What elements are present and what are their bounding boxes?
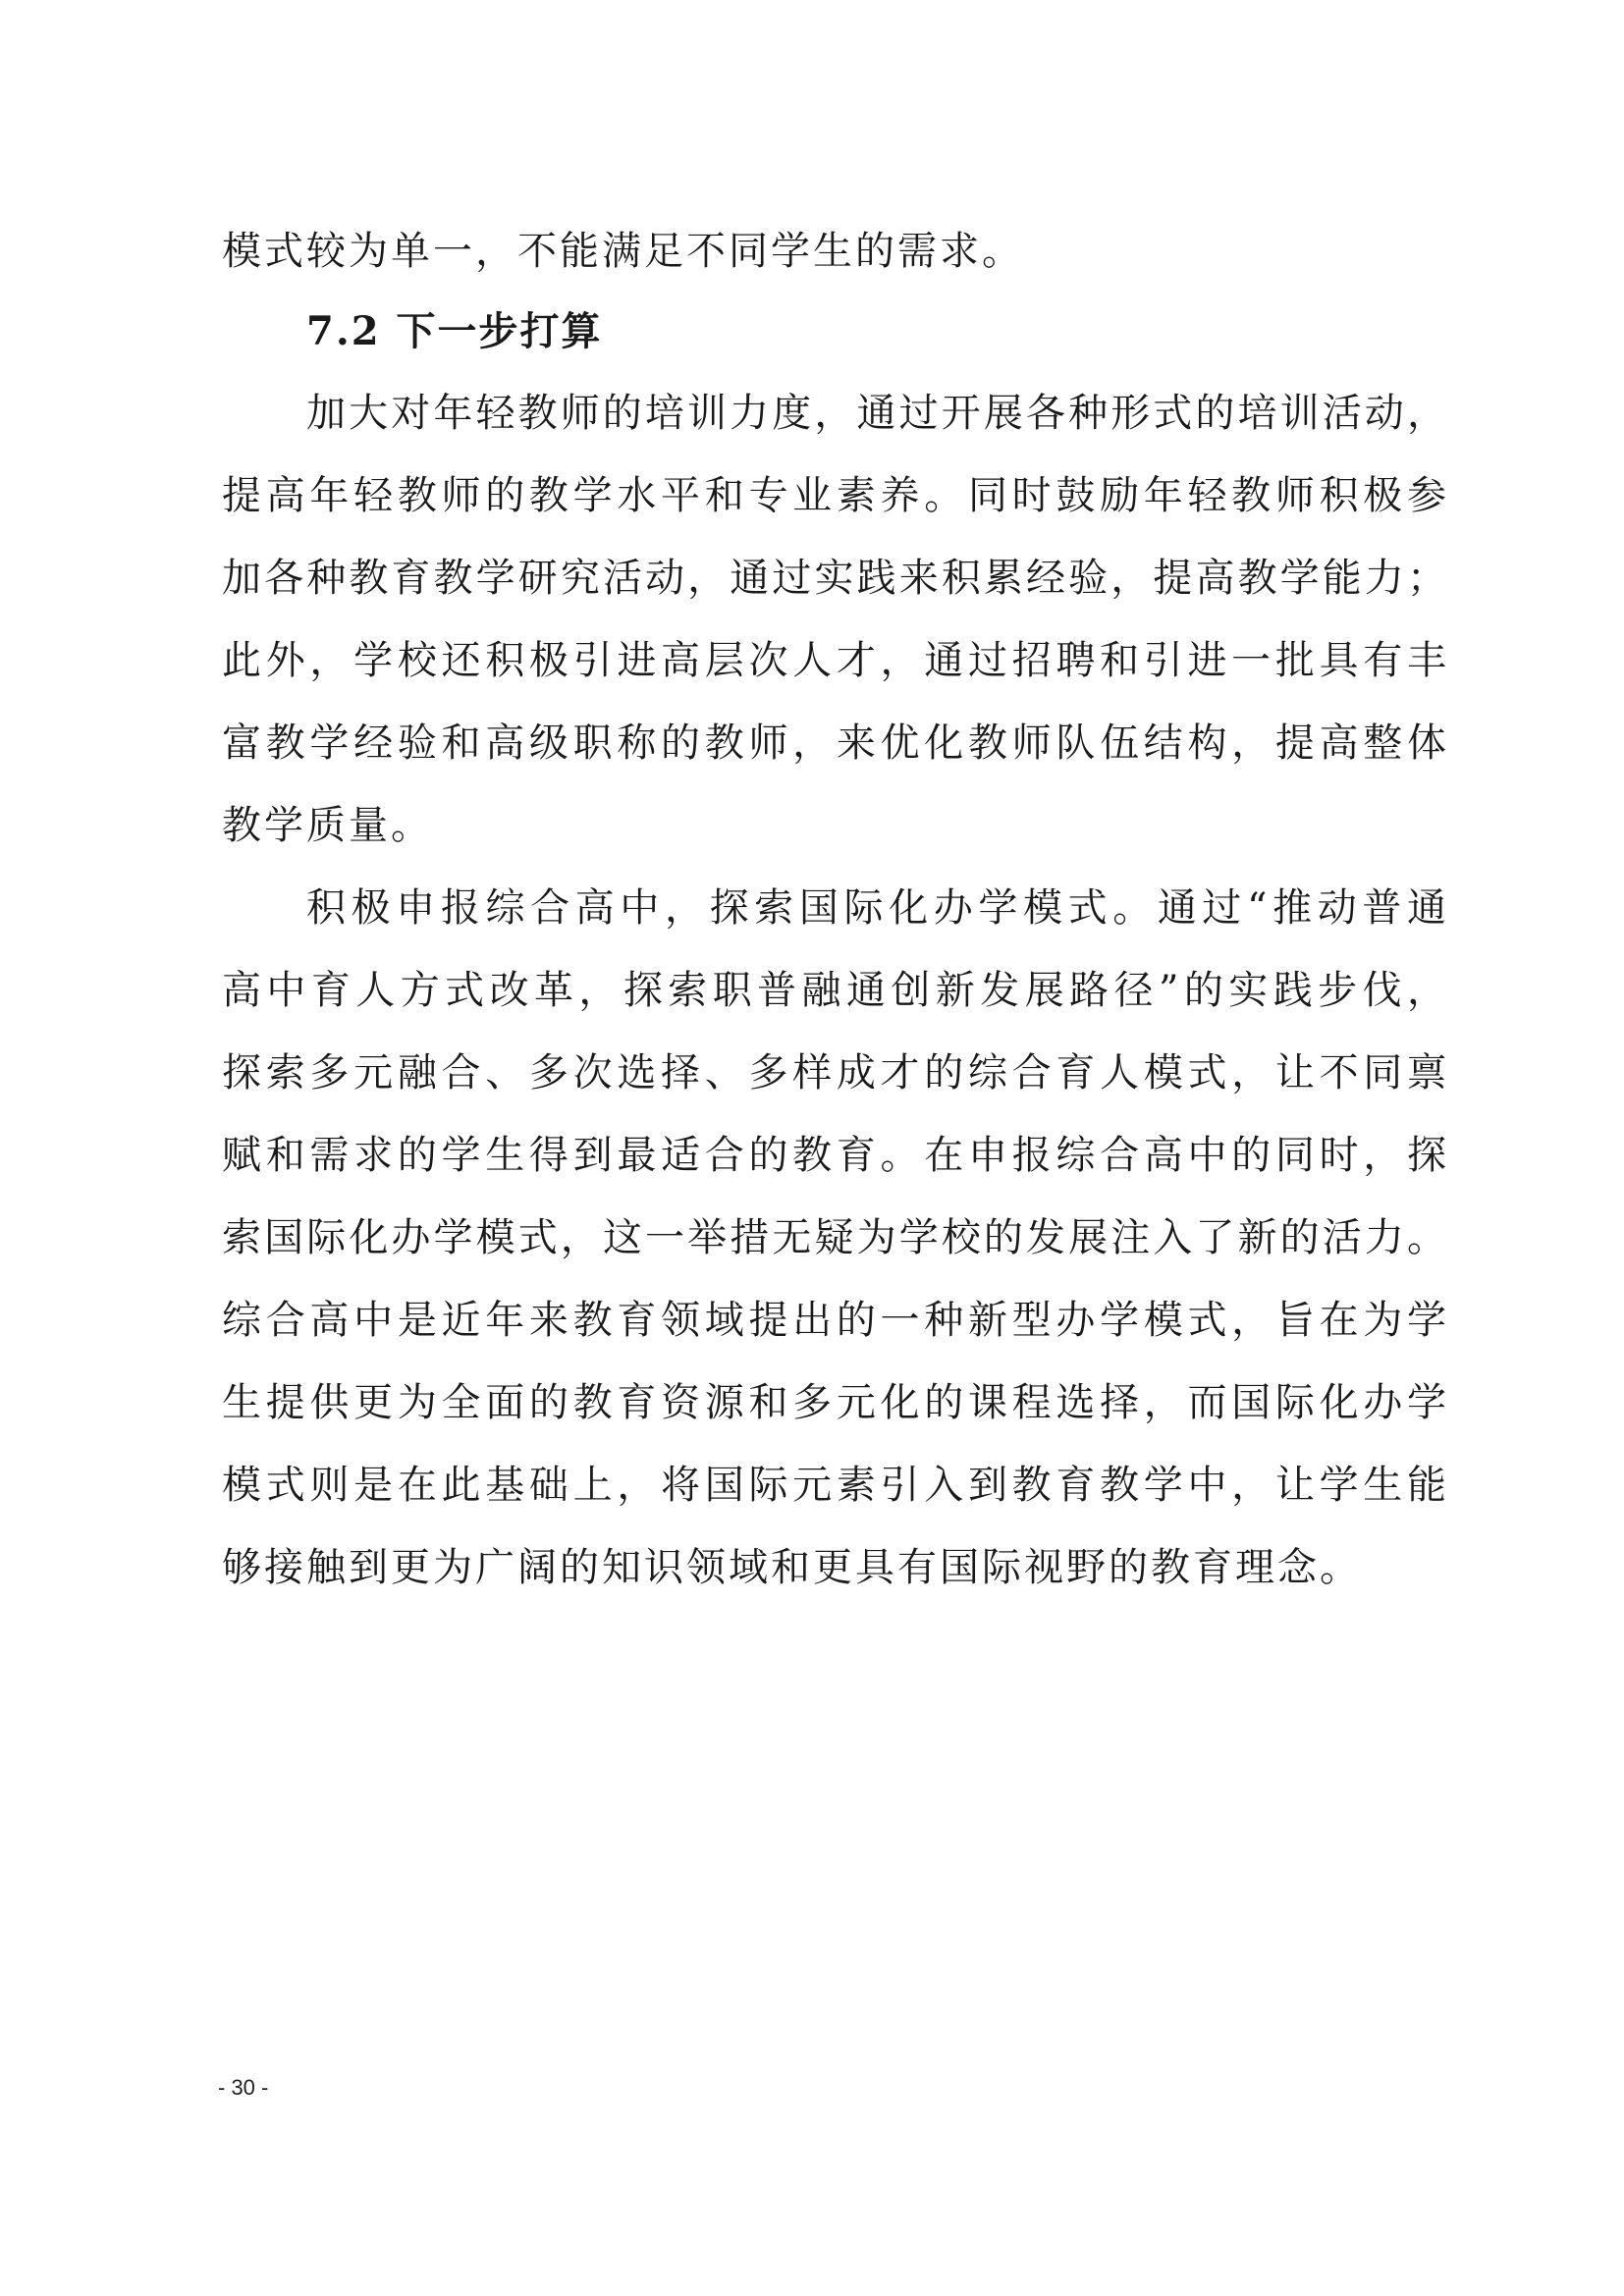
page-number: - 30 -	[218, 2075, 269, 2100]
paragraph-1-line: 此外，学校还积极引进高层次人才，通过招聘和引进一批具有丰	[222, 638, 1449, 683]
paragraph-1-line: 教学质量。	[222, 803, 433, 848]
paragraph-2-line: 积极申报综合高中，探索国际化办学模式。通过“推动普通	[306, 885, 1449, 931]
paragraph-2-line: 索国际化办学模式，这一举措无疑为学校的发展注入了新的活力。	[222, 1215, 1449, 1260]
paragraph-2-line: 赋和需求的学生得到最适合的教育。在申报综合高中的同时，探	[222, 1133, 1449, 1178]
paragraph-2-line: 综合高中是近年来教育领域提出的一种新型办学模式，旨在为学	[222, 1298, 1449, 1343]
paragraph-2-line: 模式则是在此基础上，将国际元素引入到教育教学中，让学生能	[222, 1463, 1449, 1508]
paragraph-2-line: 探索多元融合、多次选择、多样成才的综合育人模式，让不同禀	[222, 1050, 1449, 1095]
paragraph-2-line: 生提供更为全面的教育资源和多元化的课程选择，而国际化办学	[222, 1380, 1449, 1425]
paragraph-2-line: 够接触到更为广阔的知识领域和更具有国际视野的教育理念。	[222, 1545, 1362, 1590]
paragraph-1-line: 富教学经验和高级职称的教师，来优化教师队伍结构，提高整体	[222, 721, 1449, 766]
paragraph-1-line: 加各种教育教学研究活动，通过实践来积累经验，提高教学能力；	[222, 556, 1449, 601]
paragraph-1-line: 提高年轻教师的教学水平和专业素养。同时鼓励年轻教师积极参	[222, 473, 1449, 518]
continued-paragraph-line: 模式较为单一，不能满足不同学生的需求。	[222, 229, 1024, 274]
section-heading: 7.2 下一步打算	[306, 308, 603, 354]
paragraph-1-line: 加大对年轻教师的培训力度，通过开展各种形式的培训活动，	[306, 391, 1449, 436]
paragraph-2-line: 高中育人方式改革，探索职普融通创新发展路径”的实践步伐，	[222, 968, 1449, 1013]
